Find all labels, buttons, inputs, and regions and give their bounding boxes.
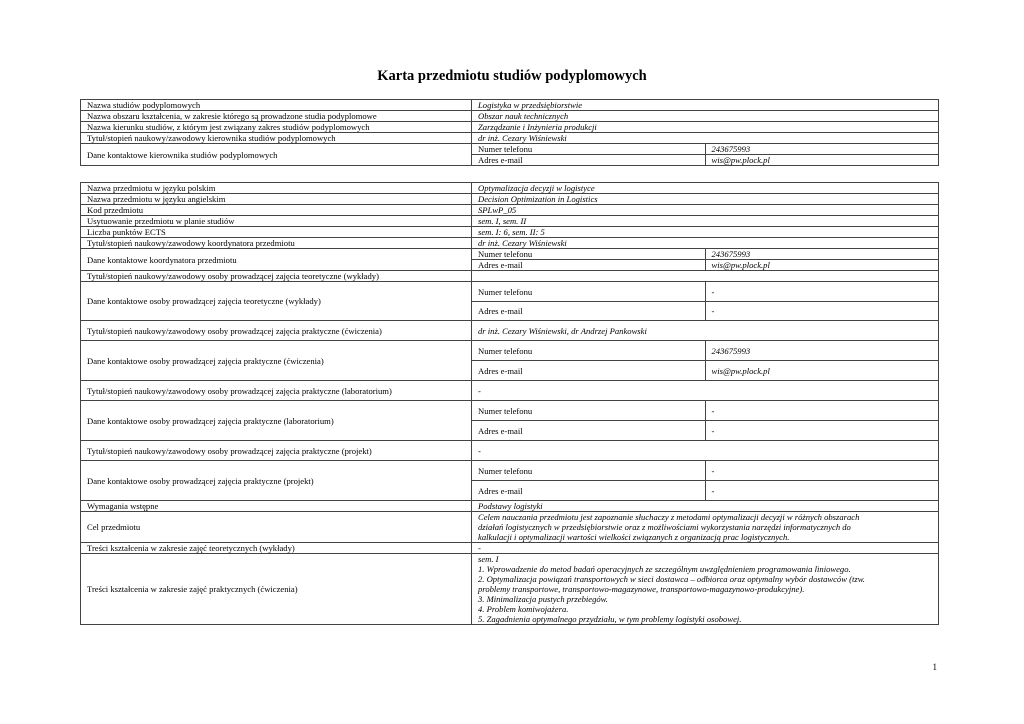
phone-value: - — [705, 401, 939, 421]
table-row — [81, 401, 939, 421]
row-label: Liczba punktów ECTS — [81, 227, 472, 238]
row-label: Nazwa obszaru kształcenia, w zakresie którego są prowadzone studia podyplomowe — [81, 111, 472, 122]
row-label: Tytuł/stopień naukowy/zawodowy osoby prowadzącej zajęcia praktyczne (ćwiczenia) — [81, 321, 472, 341]
course-info-table — [80, 182, 939, 625]
table-row — [81, 461, 939, 481]
content-line: problemy transportowe, transportowo-magazynowe, transportowo-magazynowo-produkcyjne). — [478, 584, 805, 594]
content-line: 2. Optymalizacja powiązań transportowych w sieci dostawca – odbiorca oraz optymalny wybór dostawców (tzw. — [478, 574, 865, 584]
phone-label: Numer telefonu — [472, 282, 706, 302]
table-row — [81, 144, 939, 155]
row-value: dr inż. Cezary Wiśniewski, dr Andrzej Pankowski — [472, 321, 939, 341]
goal-line: działań logistycznych w przedsiębiorstwie oraz z możliwościami wykorzystania narzędzi informatycznych do — [478, 522, 851, 532]
page-number: 1 — [932, 662, 937, 672]
row-label: Tytuł/stopień naukowy/zawodowy osoby prowadzącej zajęcia praktyczne (laboratorium) — [81, 381, 472, 401]
table-row — [81, 122, 939, 133]
table-row — [81, 512, 939, 543]
goal-line: Celem nauczania przedmiotu jest zapoznanie słuchaczy z metodami optymalizacji decyzji w różnych obszarach — [478, 512, 860, 522]
table-row — [81, 321, 939, 341]
row-label: Wymagania wstępne — [81, 501, 472, 512]
row-value: dr inż. Cezary Wiśniewski — [472, 238, 939, 249]
table-row — [81, 554, 939, 625]
row-value: - — [472, 381, 939, 401]
row-label: Cel przedmiotu — [81, 512, 472, 543]
phone-value: - — [705, 461, 939, 481]
row-label: Nazwa kierunku studiów, z którym jest związany zakres studiów podyplomowych — [81, 122, 472, 133]
email-value: wis@pw.plock.pl — [705, 155, 939, 166]
email-label: Adres e-mail — [472, 421, 706, 441]
table-row — [81, 111, 939, 122]
email-label: Adres e-mail — [472, 302, 706, 321]
row-value: - — [472, 543, 939, 554]
email-value: - — [705, 421, 939, 441]
phone-label: Numer telefonu — [472, 341, 706, 361]
row-value: - — [472, 441, 939, 461]
table-row — [81, 381, 939, 401]
content-line: 4. Problem komiwojażera. — [478, 604, 569, 614]
contact-label: Dane kontaktowe osoby prowadzącej zajęcia praktyczne (laboratorium) — [81, 401, 472, 441]
phone-value: 243675993 — [705, 144, 939, 155]
row-label: Tytuł/stopień naukowy/zawodowy koordynatora przedmiotu — [81, 238, 472, 249]
row-value: Optymalizacja decyzji w logistyce — [472, 183, 939, 194]
page-title: Karta przedmiotu studiów podyplomowych — [377, 68, 647, 84]
phone-value: 243675993 — [705, 341, 939, 361]
row-label: Usytuowanie przedmiotu w planie studiów — [81, 216, 472, 227]
row-value: Obszar nauk technicznych — [472, 111, 939, 122]
email-label: Adres e-mail — [472, 260, 706, 271]
row-label: Nazwa przedmiotu w języku angielskim — [81, 194, 472, 205]
row-value: sem. I: 6, sem. II: 5 — [472, 227, 939, 238]
study-info-table — [80, 99, 939, 166]
table-row — [81, 441, 939, 461]
phone-label: Numer telefonu — [472, 461, 706, 481]
table-row — [81, 227, 939, 238]
goal-text — [472, 512, 939, 543]
phone-value: - — [705, 282, 939, 302]
table-row — [81, 100, 939, 111]
table-row — [81, 249, 939, 260]
row-value: sem. I, sem. II — [472, 216, 939, 227]
phone-label: Numer telefonu — [472, 144, 706, 155]
table-row — [81, 282, 939, 302]
row-value — [472, 271, 939, 282]
table-row — [81, 271, 939, 282]
content-line: 1. Wprowadzenie do metod badań operacyjnych ze szczególnym uwzględnieniem programowania liniowego. — [478, 564, 851, 574]
table-row — [81, 183, 939, 194]
phone-value: 243675993 — [705, 249, 939, 260]
email-value: - — [705, 481, 939, 501]
row-label: Tytuł/stopień naukowy/zawodowy kierownika studiów podyplomowych — [81, 133, 472, 144]
row-label: Tytuł/stopień naukowy/zawodowy osoby prowadzącej zajęcia teoretyczne (wykłady) — [81, 271, 472, 282]
practical-content-text — [472, 554, 939, 625]
row-label: Tytuł/stopień naukowy/zawodowy osoby prowadzącej zajęcia praktyczne (projekt) — [81, 441, 472, 461]
table-row — [81, 216, 939, 227]
row-value: Decision Optimization in Logistics — [472, 194, 939, 205]
row-label: Kod przedmiotu — [81, 205, 472, 216]
row-value: SPLwP_05 — [472, 205, 939, 216]
content-line: 5. Zagadnienia optymalnego przydziału, w tym problemy logistyki osobowej. — [478, 614, 742, 624]
row-label: Treści kształcenia w zakresie zajęć teoretycznych (wykłady) — [81, 543, 472, 554]
goal-line: kalkulacji i optymalizacji wartości wielkości związanych z organizacją prac logistycznych. — [478, 532, 790, 542]
email-value: wis@pw.plock.pl — [705, 260, 939, 271]
table-row — [81, 341, 939, 361]
content-line: sem. I — [478, 554, 499, 564]
row-label: Nazwa przedmiotu w języku polskim — [81, 183, 472, 194]
row-label: Nazwa studiów podyplomowych — [81, 100, 472, 111]
phone-label: Numer telefonu — [472, 249, 706, 260]
table-row — [81, 194, 939, 205]
row-label: Treści kształcenia w zakresie zajęć praktycznych (ćwiczenia) — [81, 554, 472, 625]
row-value: Podstawy logistyki — [472, 501, 939, 512]
table-row — [81, 205, 939, 216]
email-label: Adres e-mail — [472, 361, 706, 381]
email-label: Adres e-mail — [472, 155, 706, 166]
contact-label: Dane kontaktowe kierownika studiów podyplomowych — [81, 144, 472, 166]
phone-label: Numer telefonu — [472, 401, 706, 421]
contact-label: Dane kontaktowe osoby prowadzącej zajęcia praktyczne (projekt) — [81, 461, 472, 501]
content-line: 3. Minimalizacja pustych przebiegów. — [478, 594, 608, 604]
row-value: Zarządzanie i Inżynieria produkcji — [472, 122, 939, 133]
contact-label: Dane kontaktowe osoby prowadzącej zajęcia teoretyczne (wykłady) — [81, 282, 472, 321]
table-row — [81, 133, 939, 144]
table-row — [81, 238, 939, 249]
row-value: Logistyka w przedsiębiorstwie — [472, 100, 939, 111]
email-value: wis@pw.plock.pl — [705, 361, 939, 381]
row-value: dr inż. Cezary Wiśniewski — [472, 133, 939, 144]
email-label: Adres e-mail — [472, 481, 706, 501]
contact-label: Dane kontaktowe koordynatora przedmiotu — [81, 249, 472, 271]
table-row — [81, 501, 939, 512]
contact-label: Dane kontaktowe osoby prowadzącej zajęcia praktyczne (ćwiczenia) — [81, 341, 472, 381]
email-value: - — [705, 302, 939, 321]
table-row — [81, 543, 939, 554]
